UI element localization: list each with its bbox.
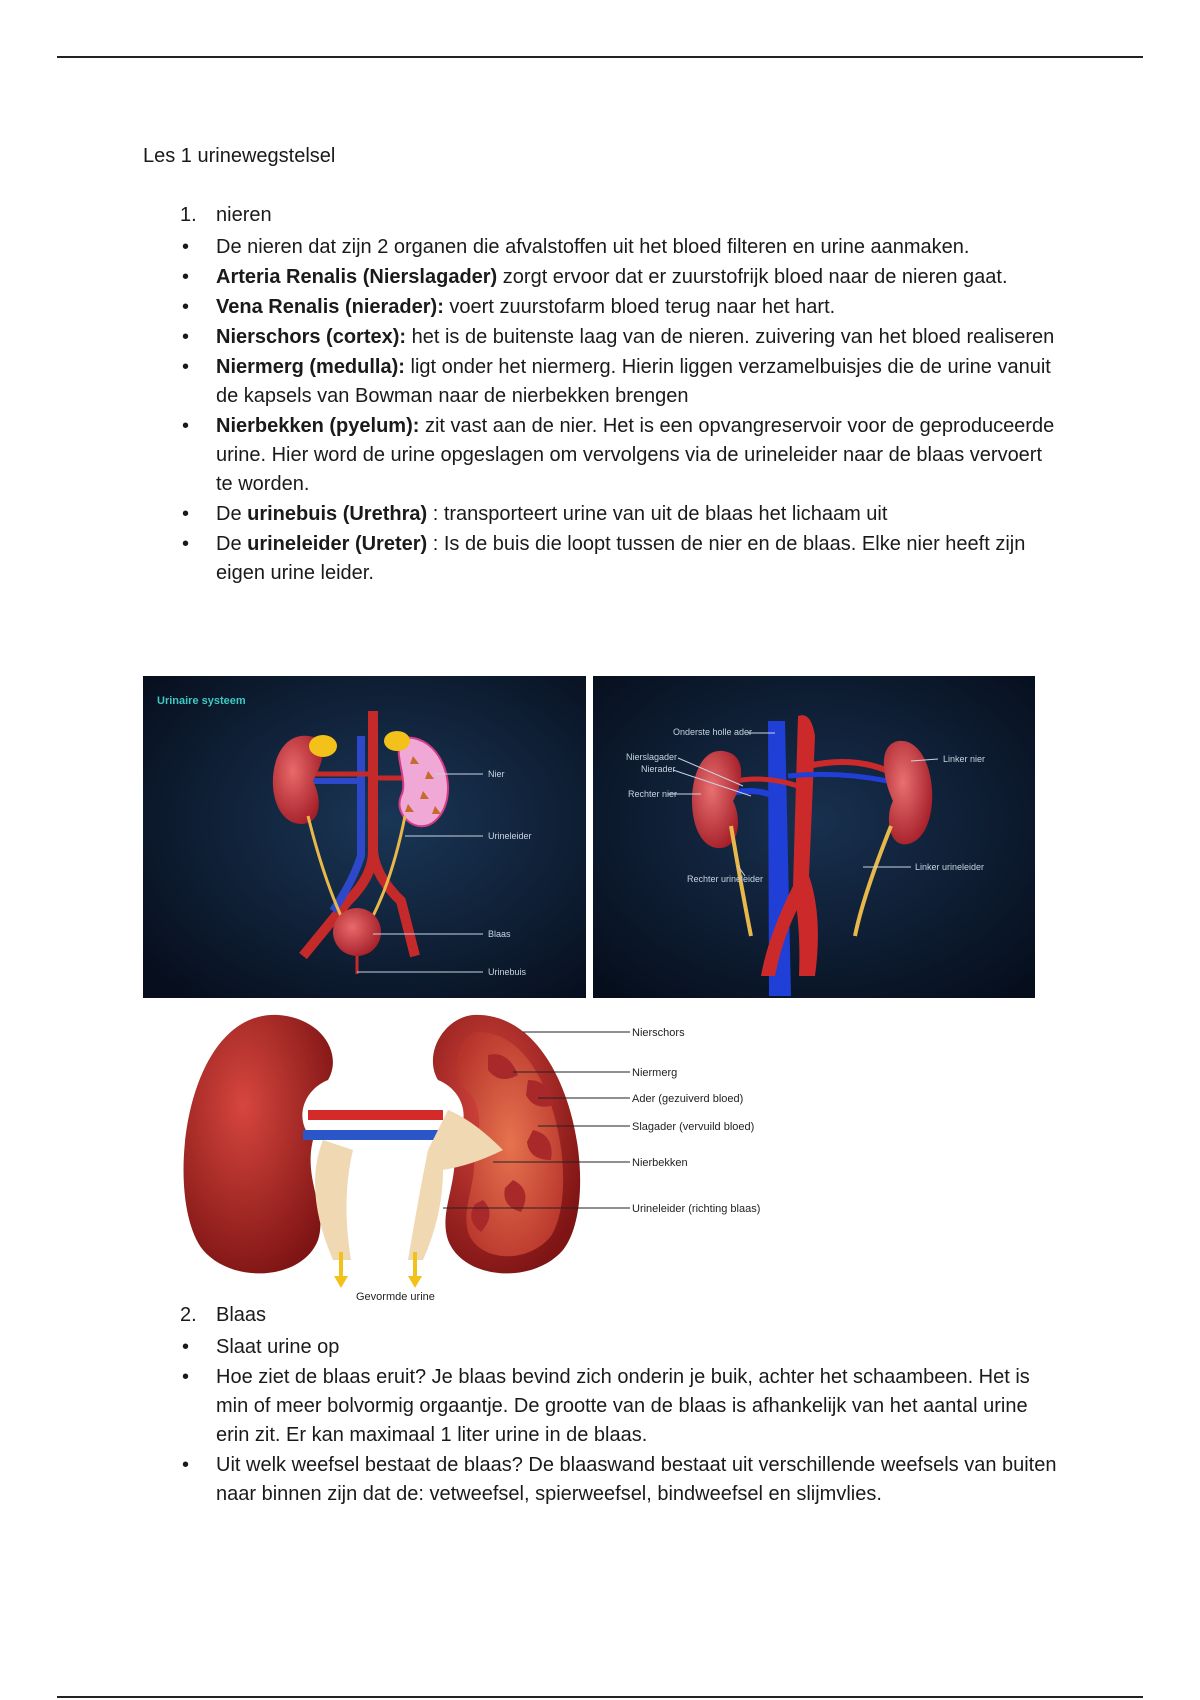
bottom-rule xyxy=(57,1696,1143,1698)
list-item xyxy=(180,293,1060,322)
figure-title: Urinaire systeem xyxy=(157,695,246,707)
item-text: : Is de buis die loopt tussen de nier en de blaas. Elke nier heeft zijn eigen urine leider. xyxy=(216,533,1026,584)
item-text: het is de buitenste laag van de nieren. zuivering van het bloed realiseren xyxy=(406,326,1055,348)
item-text: zit vast aan de nier. Het is een opvangreservoir voor de geproduceerde urine. Hier word de urine opgeslagen om vervolgens via de urineleider naar de blaas vervoert te worden. xyxy=(216,415,1055,495)
item-text: : transporteert urine van uit de blaas het lichaam uit xyxy=(427,503,888,525)
section-title: Blaas xyxy=(216,1304,267,1326)
item-text: Hoe ziet de blaas eruit? Je blaas bevind zich onderin je buik, achter het schaambeen. Het is min of meer bolvormig orgaantje. De grootte van de blaas is afhankelijk van het aantal urine erin zit. Er kan maximaal 1 liter urine in de blaas. xyxy=(216,1366,1030,1446)
label-rechter-urineleider: Rechter urineleider xyxy=(687,874,764,884)
item-text: zorgt ervoor dat er zuurstofrijk bloed naar de nieren gaat. xyxy=(497,266,1008,288)
item-text: Slaat urine op xyxy=(216,1336,340,1358)
label-nierschors: Nierschors xyxy=(632,1027,685,1039)
item-text: Uit welk weefsel bestaat de blaas? De blaaswand bestaat uit verschillende weefsels van buiten naar binnen zijn dat de: vetweefsel, spierweefsel, bindweefsel en slijmvlies. xyxy=(216,1454,1057,1505)
label-linker-nier: Linker nier xyxy=(943,754,986,764)
list-item xyxy=(180,500,1060,529)
label-urineleider: Urineleider (richting blaas) xyxy=(632,1203,761,1215)
document-title: Les 1 urinewegstelsel xyxy=(143,145,336,167)
figure-kidney-vessels xyxy=(593,676,1035,998)
item-text: ligt onder het niermerg. Hierin liggen verzamelbuisjes die de urine vanuit de kapsels van Bowman naar de nierbekken brengen xyxy=(216,356,1051,407)
section-number: 1. xyxy=(180,204,197,226)
label-onderste-holle-ader: Onderste holle ader xyxy=(673,727,753,737)
label-rechter-nier: Rechter nier xyxy=(628,789,678,799)
item-text: voert zuurstofarm bloed terug naar het hart. xyxy=(443,296,836,318)
bold-term: urineleider (Ureter) xyxy=(247,533,428,555)
bold-term: urinebuis (Urethra) xyxy=(247,503,428,525)
item-prefix: De xyxy=(216,503,248,525)
label-urinebuis: Urinebuis xyxy=(488,967,527,977)
bold-term: Nierschors (cortex): xyxy=(216,326,407,348)
label-urineleider: Urineleider xyxy=(488,831,532,841)
label-nier: Nier xyxy=(488,769,505,779)
list-item xyxy=(180,412,1060,499)
list-item xyxy=(180,530,1060,588)
bold-term: Arteria Renalis (Nierslagader) xyxy=(216,266,498,288)
list-item xyxy=(180,1333,1060,1362)
label-nierbekken: Nierbekken xyxy=(632,1157,688,1169)
figure-kidney-cross-section xyxy=(143,1000,785,1305)
label-nierader: Nierader xyxy=(641,764,676,774)
section-title: nieren xyxy=(216,204,272,226)
bold-term: Vena Renalis (nierader): xyxy=(216,296,444,318)
section-heading-blaas xyxy=(180,1304,266,1327)
item-text: De nieren dat zijn 2 organen die afvalstoffen uit het bloed filteren en urine aanmaken. xyxy=(216,236,970,258)
list-item xyxy=(180,1363,1060,1450)
label-niermerg: Niermerg xyxy=(632,1067,678,1079)
label-slagader: Slagader (vervuild bloed) xyxy=(632,1121,755,1133)
list-item xyxy=(180,323,1060,352)
figure-urinary-system xyxy=(143,676,586,998)
label-blaas: Blaas xyxy=(488,929,511,939)
bold-term: Nierbekken (pyelum): xyxy=(216,415,420,437)
bullet-list-nieren xyxy=(180,233,1060,589)
top-rule xyxy=(57,56,1143,58)
label-nierslagader: Nierslagader xyxy=(626,752,678,762)
list-item xyxy=(180,263,1060,292)
bold-term: Niermerg (medulla): xyxy=(216,356,405,378)
list-item xyxy=(180,233,1060,262)
list-item xyxy=(180,353,1060,411)
bullet-list-blaas xyxy=(180,1333,1060,1510)
label-ader: Ader (gezuiverd bloed) xyxy=(632,1093,744,1105)
list-item xyxy=(180,1451,1060,1509)
label-linker-urineleider: Linker urineleider xyxy=(915,862,985,872)
item-prefix: De xyxy=(216,533,248,555)
section-number: 2. xyxy=(180,1304,197,1326)
section-heading-nieren xyxy=(180,204,272,227)
figure-caption: Gevormde urine xyxy=(356,1291,435,1303)
